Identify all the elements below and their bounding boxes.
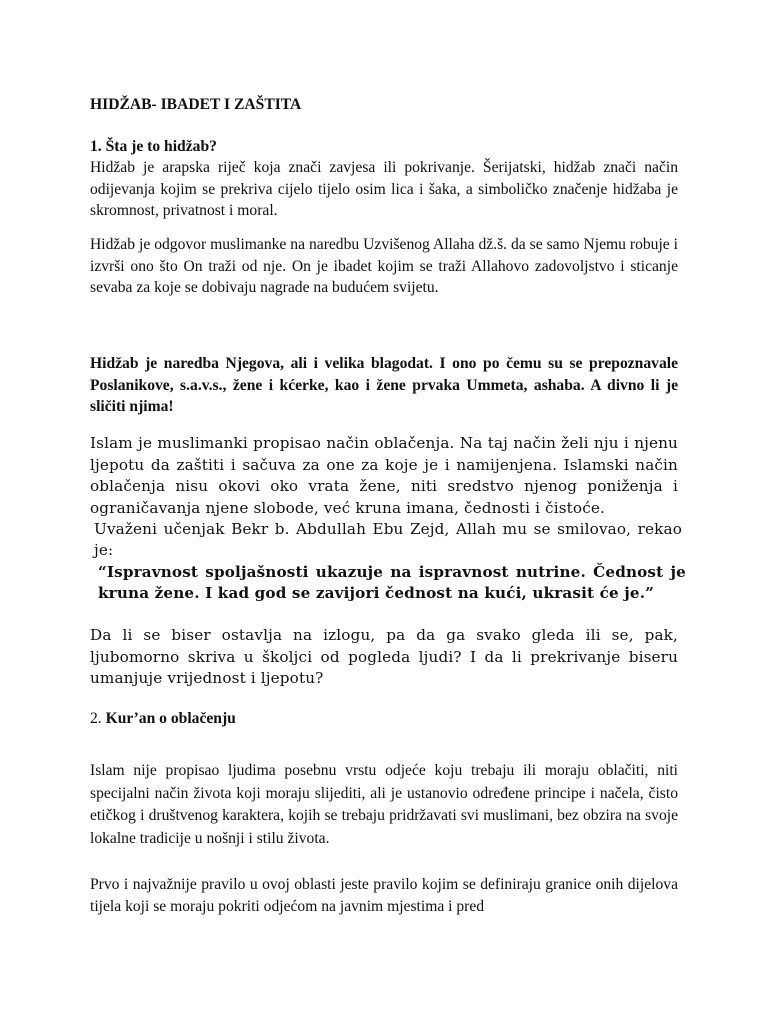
section-2-number: 2. [90, 710, 102, 727]
section-1-heading: 1. Šta je to hidžab? [90, 138, 217, 155]
section-1-paragraph-1: Hidžab je arapska riječ koja znači zavjesa ili pokrivanje. Šerijatski, hidžab znači način odijevanja kojim se prekriva cijelo tijelo osim lica i šaka, a simboličko značenje hidžaba je skromnost, privatnost i moral. [90, 159, 678, 219]
section-1-paragraph-4: Uvaženi učenjak Bekr b. Abdullah Ebu Zejd, Allah mu se smilovao, rekao je: [94, 520, 682, 559]
section-2-heading [90, 708, 678, 729]
section-1-paragraph-5: Da li se biser ostavlja na izlogu, pa da ga svako gleda ili se, pak, ljubomorno skriva u školjci od pogleda ljudi? I da li prekrivanje biseru umanjuje vrijednost i ljepotu? [90, 626, 678, 687]
section-2-title: Kur’an o oblačenju [105, 710, 236, 727]
document-title: HIDŽAB- IBADET I ZAŠTITA [90, 96, 302, 113]
quote-paragraph: “Ispravnost spoljašnosti ukazuje na ispravnost nutrine. Čednost je kruna žene. I kad god se zavijori čednost na kući, ukrasit će je.” [98, 563, 686, 602]
bold-paragraph: Hidžab je naredba Njegova, ali i velika blagodat. I ono po čemu su se prepoznavale Poslanikove, s.a.v.s., žene i kćerke, kao i žene prvaka Ummeta, ashaba. A divno li je sličiti njima! [90, 355, 678, 415]
section-2-paragraph-1: Islam nije propisao ljudima posebnu vrstu odjeće koju trebaju ili moraju oblačiti, niti specijalni način života koji moraju slijediti, ali je ustanovio određene principe i načela, čisto etičkog i društvenog karaktera, kojih se trebaju pridržavati svi muslimani, bez obzira na svoje lokalne tradicije u nošnji i stilu života. [90, 762, 678, 847]
section-1-paragraph-3: Islam je muslimanki propisao način oblačenja. Na taj način želi nju i njenu ljepotu da zaštiti i sačuva za one za koje je i namijenjena. Islamski način oblačenja nisu okovi oko vrata žene, niti sredstvo njenog poniženja i ograničavanja njene slobode, već kruna imana, čednosti i čistoće. [90, 434, 678, 517]
section-2-paragraph-2: Prvo i najvažnije pravilo u ovoj oblasti jeste pravilo kojim se definiraju granice onih dijelova tijela koji se moraju pokriti odjećom na javnim mjestima i pred [90, 876, 678, 915]
section-1-paragraph-2: Hidžab je odgovor muslimanke na naredbu Uzvišenog Allaha dž.š. da se samo Njemu robuje i izvrši ono što On traži od nje. On je ibadet kojim se traži Allahovo zadovoljstvo i sticanje sevaba za koje se dobivaju nagrade na budućem svijetu. [90, 236, 678, 296]
